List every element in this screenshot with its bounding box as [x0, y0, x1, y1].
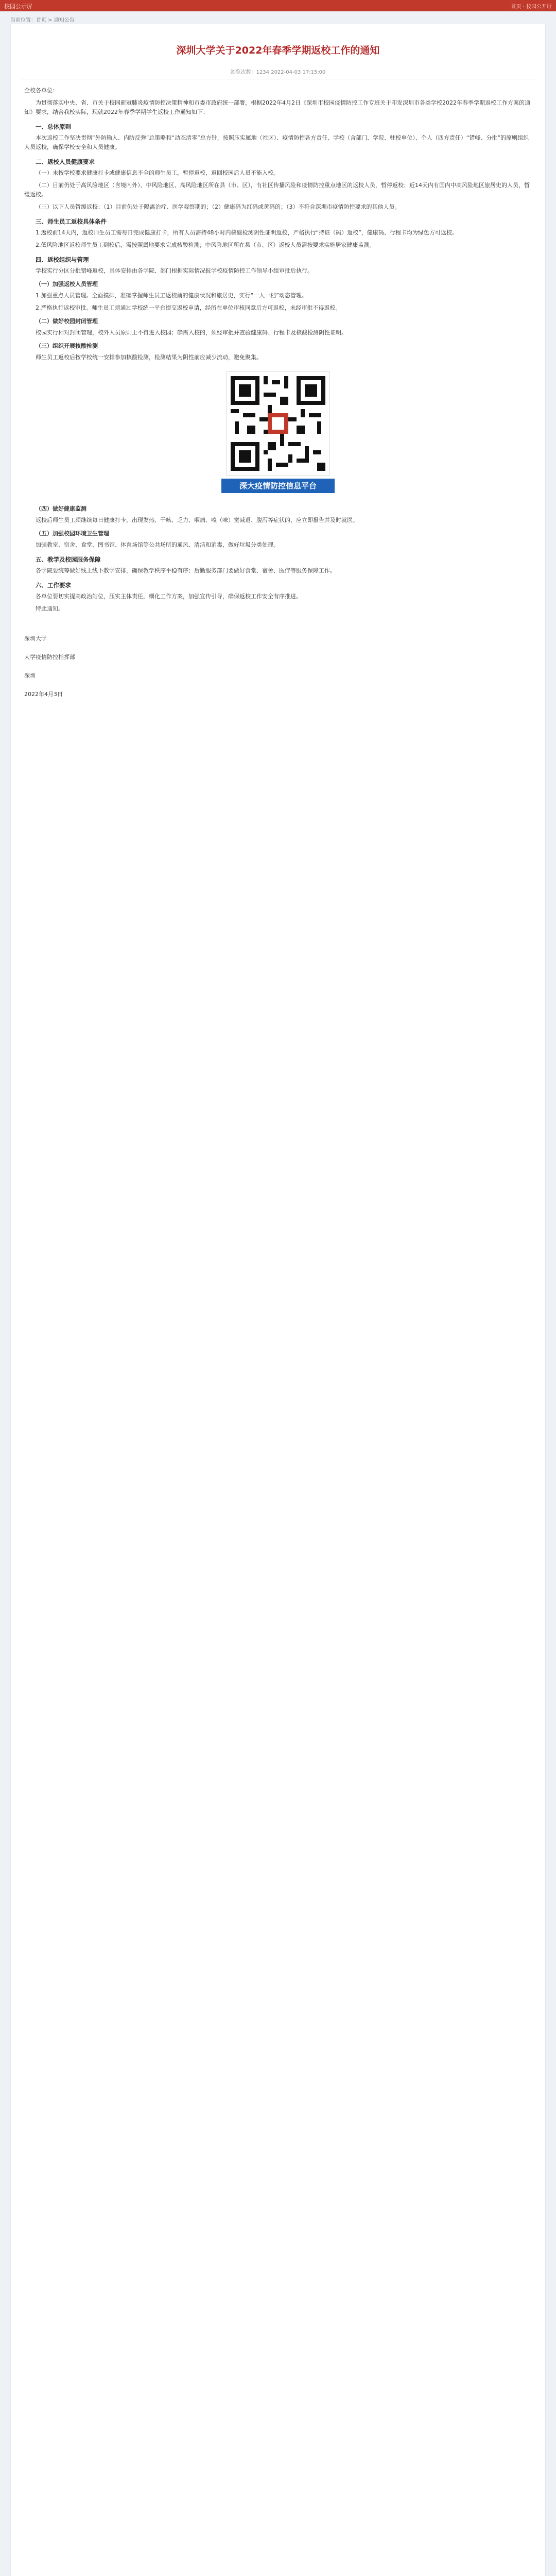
signature-city: 深圳: [24, 672, 36, 679]
breadcrumb: 当前位置：首页 > 通知公告: [10, 18, 75, 23]
subsection-heading: （一）加强返校人员管理: [36, 281, 98, 287]
paragraph: 2.低风险地区返校师生员工到校后，需按照属地要求完成核酸检测；中风险地区所在县（市、区）返校人员需按要求实施居家健康监测。: [36, 242, 375, 248]
paragraph: 加强教室、宿舍、食堂、图书馆、体育场馆等公共场所的通风、清洁和消毒，做好垃圾分类处理。: [36, 541, 279, 548]
paragraph: 1.返校前14天内，返校师生员工需每日完成健康打卡，所有人员需持48小时内核酸检测阴性证明返校，严格执行“持证（码）返校”，健康码、行程卡均为绿色方可返校。: [36, 229, 458, 236]
signature-block: [24, 634, 532, 699]
article-title: 深圳大学关于2022年春季学期返校工作的通知: [176, 45, 380, 56]
paragraph: （二）目前仍处于高风险地区（含境内外）、中风险地区、高风险地区所在县（市、区），有社区传播风险和疫情防控重点地区的返校人员，暂停返校；近14天内有国内中高风险地区旅居史的人员，暂缓返校。: [24, 182, 530, 198]
article-panel: [10, 24, 546, 2576]
paragraph: 为贯彻落实中央、省、市关于校园新冠肺炎疫情防控决策精神和市委市政府统一部署，根据2022年4月2日《深圳市校园疫情防控工作专班关于印发深圳市各类学校2022年春季学期返校工作方案的通知》要求，结合我校实际，现就2022年春季学期学生返校工作通知如下：: [24, 99, 530, 115]
site-brand[interactable]: 校园公示屏: [4, 3, 32, 10]
site-links[interactable]: 首页 · 校园公开屏: [511, 4, 552, 10]
subsection-heading: （二）做好校园封闭管理: [36, 318, 98, 325]
paragraph: 2.严格执行返校审批。师生员工须通过学校统一平台提交返校申请，经所在单位审核同意后方可返校，未经审批不得返校。: [36, 304, 341, 311]
paragraph: 本次返校工作坚决贯彻“外防输入、内防反弹”总策略和“动态清零”总方针，按照压实属地（社区）、疫情防控各方责任、学校（含部门、学院、驻校单位）、个人（四方责任）“错峰、分批”的原则组织人员返校，确保学校安全和人员健康。: [24, 134, 529, 150]
paragraph: （一）未按学校要求健康打卡或健康信息不全的师生员工，暂停返校，返回校园后人员不能入校。: [36, 170, 279, 176]
paragraph: 学校实行分区分批错峰返校，具体安排由各学院、部门根据实际情况报学校疫情防控工作领导小组审批后执行。: [36, 267, 313, 274]
signature-org: 深圳大学: [24, 635, 47, 642]
article-meta: 浏览次数：1234 2022-04-03 17:15:00: [230, 70, 326, 75]
section-heading: 一、总体原则: [36, 123, 71, 130]
subsection-heading: （四）做好健康监测: [36, 505, 86, 512]
paragraph: 师生员工返校后按学校统一安排参加核酸检测，检测结果为阴性前应减少流动，避免聚集。: [36, 354, 262, 361]
paragraph: （三）以下人员暂缓返校：（1）目前仍处于隔离治疗、医学观察期的；（2）健康码为红码或黄码的；（3）不符合深圳市疫情防控要求的其他人员。: [36, 204, 401, 210]
paragraph: 1.加强重点人员管理。全面摸排，准确掌握师生员工返校前的健康状况和旅居史，实行“一人一档”动态管理。: [36, 292, 307, 299]
section-heading: 二、返校人员健康要求: [36, 158, 95, 165]
subsection-heading: （五）加强校园环境卫生管理: [36, 530, 109, 537]
greeting: 全校各单位：: [24, 87, 58, 94]
paragraph: 各学院要统筹做好线上线下教学安排，确保教学秩序平稳有序；后勤服务部门要做好食堂、宿舍、医疗等服务保障工作。: [36, 567, 336, 574]
top-bar: [0, 0, 556, 11]
section-heading: 三、师生员工返校具体条件: [36, 218, 107, 225]
signature-org: 大学疫情防控指挥部: [24, 654, 75, 660]
section-heading: 四、返校组织与管理: [36, 256, 89, 263]
qr-caption: 深大疫情防控信息平台: [221, 479, 335, 493]
section-heading: 五、教学及校园服务保障: [36, 556, 101, 563]
subsection-heading: （三）组织开展核酸检测: [36, 343, 98, 349]
paragraph: 各单位要切实提高政治站位，压实主体责任，细化工作方案，加强宣传引导，确保返校工作安全有序推进。: [36, 593, 302, 600]
section-heading: 六、工作要求: [36, 582, 71, 589]
qr-code-icon: [226, 371, 330, 476]
qr-code-block: [221, 371, 335, 493]
signature-date: 2022年4月3日: [24, 691, 63, 698]
article-body: [24, 86, 532, 708]
paragraph: 校园实行相对封闭管理，校外人员原则上不得进入校园；确需入校的，须经审批并查验健康码、行程卡及核酸检测阴性证明。: [36, 329, 347, 336]
paragraph: 返校后师生员工须继续每日健康打卡，出现发热、干咳、乏力、咽痛、嗅（味）觉减退、腹泻等症状的，应立即报告并及时就医。: [36, 517, 358, 523]
paragraph: 特此通知。: [36, 605, 64, 612]
